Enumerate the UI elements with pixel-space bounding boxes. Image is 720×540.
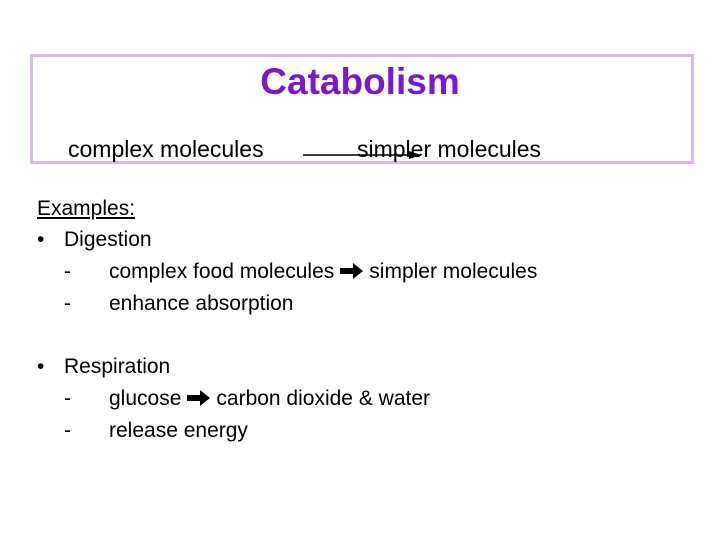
bold-right-arrow-icon (185, 388, 212, 408)
detail-digestion-conversion (109, 257, 537, 287)
detail-respiration-purpose: release energy (109, 419, 248, 442)
dash-icon: - (64, 292, 71, 315)
dash-icon: - (64, 387, 71, 410)
list-item-label: Digestion (64, 228, 152, 251)
reaction-reactant: complex molecules (68, 136, 264, 162)
detail-product: carbon dioxide & water (216, 387, 431, 410)
detail-reactant: complex food molecules (109, 260, 335, 283)
list-item-respiration (37, 352, 170, 382)
bullet-icon: • (37, 228, 45, 251)
detail-product: simpler molecules (369, 260, 538, 283)
detail-reactant: glucose (109, 387, 182, 410)
detail-respiration-conversion (109, 384, 430, 414)
slide-title: Catabolism (260, 61, 460, 102)
list-item-label: Respiration (64, 355, 171, 378)
examples-heading: Examples: (37, 197, 136, 220)
bold-right-arrow-icon (338, 261, 365, 281)
reaction-product: simpler molecules (357, 136, 542, 162)
dash-icon: - (64, 260, 71, 283)
detail-digestion-purpose: enhance absorption (109, 292, 294, 315)
list-item-digestion (37, 225, 152, 255)
bullet-icon: • (37, 355, 45, 378)
dash-icon: - (64, 419, 71, 442)
